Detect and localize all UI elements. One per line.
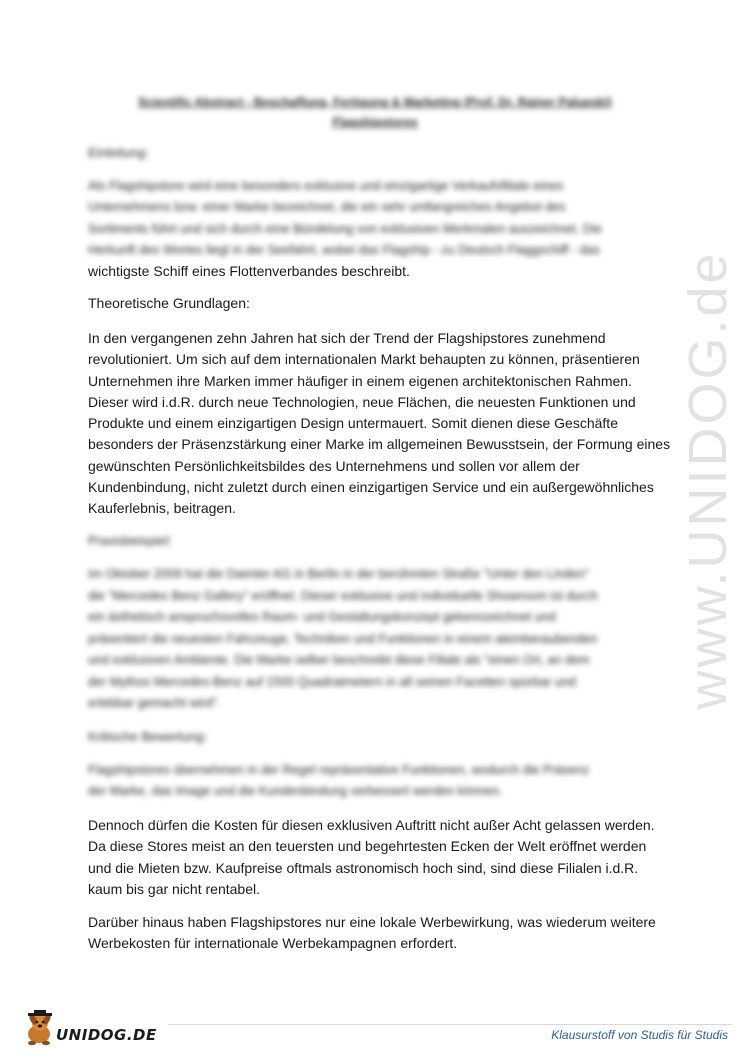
intro-line: Sortiments führt und sich durch eine Bündelung von exklusiven Merkmalen auszeichnet. Die (88, 221, 602, 236)
example-line: präsentiert die neuesten Fahrzeuge, Techniken und Funktionen in einem atemberaubenden (88, 631, 598, 646)
theory-line: gewünschten Persönlichkeitsbildes des Unternehmens und sollen vor allem der (88, 457, 580, 474)
theory-line: besonders der Präsenzstärkung einer Marke im allgemeinen Bewusstsein, der Formung eines (88, 436, 671, 453)
closing-paragraph (88, 912, 668, 955)
critique-blurred-paragraph (88, 760, 668, 803)
critique-heading: Kritische Bewertung: (88, 729, 208, 744)
title-line-1: Scientific Abstract - Beschaffung, Fertigung & Marketing (Prof. Dr. Rainer Palupski) (138, 95, 612, 109)
theory-heading: Theoretische Grundlagen: (88, 295, 250, 311)
example-line: die "Mercedes Benz Gallery" eröffnet. Dieser exklusive und individuelle Showroom ist durch (88, 588, 598, 603)
example-line: erlebbar gemacht wird". (88, 696, 221, 710)
critique-paragraph (88, 815, 668, 900)
document-title (88, 92, 662, 132)
theory-line: In den vergangenen zehn Jahren hat sich der Trend der Flagshipstores zunehmend (88, 330, 606, 346)
logo-text: UNIDOG.DE (56, 1026, 157, 1044)
title-line-2: Flagshipstores (332, 115, 418, 129)
footer-logo (22, 1010, 162, 1046)
example-line: der Mythos Mercedes-Benz auf 1500 Quadratmetern in all seinen Facetten spürbar und (88, 674, 576, 689)
critique-blurred-line: Flagshipstores übernehmen in der Regel repräsentative Funktionen, wodurch die Präsenz (88, 763, 590, 777)
closing-line: Werbekosten für internationale Werbekampagnen erfordert. (88, 935, 458, 952)
theory-line: Produkte und einem einzigartigen Design untermauert. Somit dienen diese Geschäfte (88, 415, 618, 432)
theory-paragraph (88, 328, 671, 520)
intro-line: Als Flagshipstore wird eine besonders exklusive und einzigartige Verkaufsfiliale eines (88, 179, 564, 193)
theory-line: Dieser wird i.d.R. durch neue Technologien, neue Flächen, die neuesten Funktionen und (88, 393, 636, 410)
theory-line: Kundenbindung, nicht zuletzt durch einen einzigartigen Service und ein außergewöhnliches (88, 479, 654, 496)
dog-mascot-icon (22, 1010, 56, 1046)
example-heading: Praxisbeispiel: (88, 533, 172, 548)
example-line: Im Oktober 2009 hat die Daimler AG in Berlin in der berühmten Straße "Unter den Linden" (88, 567, 590, 581)
theory-line: Unternehmen ihre Marken immer häufiger in einem eigenen architektonischen Rahmen. (88, 372, 632, 389)
example-line: ein ästhetisch anspruchsvolles Raum- und Gestaltungskonzept gekennzeichnet und (88, 610, 556, 624)
footer-claim: Klausurstoff von Studis für Studis (551, 1028, 728, 1042)
intro-line: Herkunft des Wortes liegt in der Seefahrt, wobei das Flagship - zu Deutsch Flaggschiff - das (88, 242, 600, 257)
intro-line: Unternehmens bzw. einer Marke bezeichnet, die ein sehr umfangreiches Angebot des (88, 200, 566, 215)
critique-line: und die Mieten bzw. Kaufpreise oftmals astronomisch hoch sind, sind diese Filialen i.d.R. (88, 859, 639, 876)
footer-divider (168, 1024, 732, 1025)
intro-heading: Einleitung: (88, 145, 149, 160)
theory-line: revolutioniert. Um sich auf dem internationalen Markt behaupten zu können, präsentieren (88, 351, 640, 368)
example-line: und exklusiven Ambiente. Die Marke selber beschreibt diese Filiale als "einen Ort, an dem (88, 653, 590, 667)
closing-line: Darüber hinaus haben Flagshipstores nur eine lokale Werbewirkung, was wiederum weitere (88, 914, 656, 930)
intro-line: wichtigste Schiff eines Flottenverbandes beschreibt. (88, 263, 410, 280)
intro-paragraph (88, 176, 668, 282)
example-paragraph (88, 564, 668, 715)
critique-blurred-line: der Marke, das Image und die Kundenbindung verbessert werden können. (88, 784, 503, 799)
critique-line: kaum bis gar nicht rentabel. (88, 880, 260, 897)
critique-line: Dennoch dürfen die Kosten für diesen exklusiven Auftritt nicht außer Acht gelassen werden. (88, 817, 655, 833)
theory-line: Kauferlebnis, beitragen. (88, 500, 236, 517)
watermark: www.UNIDOG.de (678, 250, 738, 710)
critique-line: Da diese Stores meist an den teuersten und begehrtesten Ecken der Welt eröffnet werden (88, 838, 647, 855)
